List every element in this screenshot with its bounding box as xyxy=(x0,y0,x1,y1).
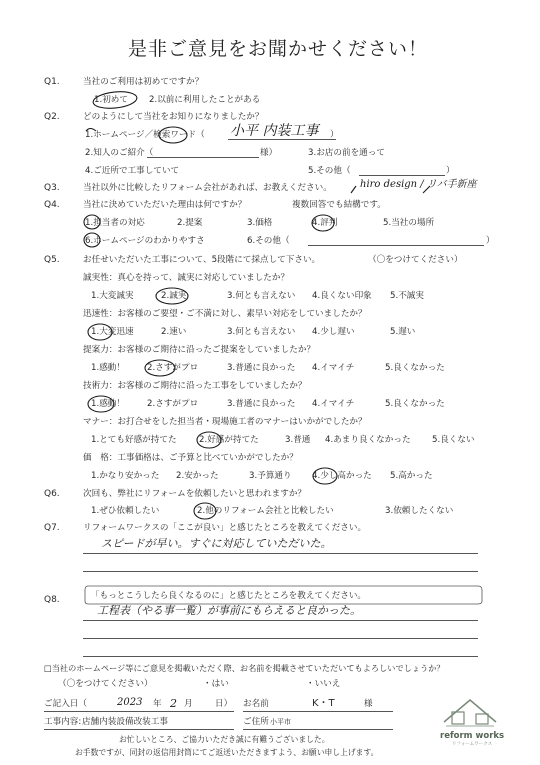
q5-item-heading: 価 格：工事価格は、ご予算と比べていかがでしたか？ xyxy=(83,453,298,463)
q4-question: 当社に決めていただいた理由は何ですか？ xyxy=(83,200,247,210)
q1-number: Q1. xyxy=(44,77,60,87)
customer-name: K・T xyxy=(312,698,335,709)
entry-day-unit: 日） xyxy=(215,699,233,709)
work-type: 店舗内装設備改装工事 xyxy=(82,717,168,727)
q7-question: リフォームワークスの「ここが良い」と感じたところを教えてください。 xyxy=(83,523,367,533)
consent-yes[interactable]: ・はい xyxy=(203,679,229,689)
q2-other-underline xyxy=(359,175,445,176)
q4-option-6[interactable]: 6.ホームページのわかりやすさ xyxy=(85,236,205,246)
q5-item-2-option-1[interactable]: 1.大変迅速 xyxy=(91,327,134,337)
q5-item-3-option-2[interactable]: 2.さすがプロ xyxy=(147,363,199,373)
consent-note: （〇をつけてください） xyxy=(58,679,153,689)
q5-item-heading: マナー：お打合せをした担当者・現場施工者のマナーはいかがでしたか？ xyxy=(83,417,367,427)
q7-handwritten-answer: スピードが早い。すぐに対応していただいた。 xyxy=(101,537,332,550)
logo-name: reform works xyxy=(440,731,505,741)
q5-item-6-option-1[interactable]: 1.かなり安かった xyxy=(91,471,160,481)
q5-item-heading: 提案力：お客様のご期待に沿ったご提案をしていましたか？ xyxy=(83,345,316,355)
q5-item-2-option-4[interactable]: 4.少し遅い xyxy=(312,327,355,337)
q5-note: （〇をつけてください） xyxy=(368,255,463,265)
q5-item-heading: 誠実性：真心を持って、誠実に対応していましたか？ xyxy=(83,273,290,283)
q5-item-1-option-1[interactable]: 1.大変誠実 xyxy=(91,291,134,301)
q4-option-5[interactable]: 5.当社の場所 xyxy=(383,218,435,228)
q4-option-3[interactable]: 3.価格 xyxy=(247,218,273,228)
q5-item-6-option-2[interactable]: 2.安かった xyxy=(176,471,219,481)
q2-option-1[interactable]: 1.ホームページ／検索ワード（ xyxy=(85,130,205,140)
q5-item-6-option-4[interactable]: 4.少し高かった xyxy=(312,471,372,481)
q4-option-2[interactable]: 2.提案 xyxy=(177,218,203,228)
entry-year-unit: 年 xyxy=(153,699,162,709)
logo-subtitle: リフォームワークス xyxy=(452,742,493,747)
q5-item-3-option-4[interactable]: 4.イマイチ xyxy=(312,363,355,373)
q3-handwritten-answer: hiro design / リバ手新座 xyxy=(360,179,477,190)
q5-item-5-option-1[interactable]: 1.とても好感が持てた xyxy=(91,435,177,445)
q8-number: Q8. xyxy=(44,595,60,605)
q8-handwritten-answer: 工程表（やる事一覧）が事前にもらえると良かった。 xyxy=(97,604,361,617)
q1-question: 当社のご利用は初めてですか？ xyxy=(83,77,204,87)
q5-item-1-option-4[interactable]: 4.良くない印象 xyxy=(312,291,372,301)
q5-item-4-option-4[interactable]: 4.イマイチ xyxy=(312,399,355,409)
q5-item-1-option-5[interactable]: 5.不誠実 xyxy=(390,291,424,301)
page-title: 是非ご意見をお聞かせください！ xyxy=(128,38,429,60)
q8-answer-line xyxy=(83,638,478,639)
q2-option-2-sama: 様） xyxy=(260,148,278,158)
q2-referral-underline xyxy=(147,157,259,158)
entry-year: 2023 xyxy=(117,697,143,708)
customer-name-label: お名前 xyxy=(243,699,269,709)
q7-answer-line xyxy=(83,553,478,554)
q2-number: Q2. xyxy=(44,112,60,122)
q5-item-4-option-1[interactable]: 1.感動！ xyxy=(91,399,125,409)
q4-option-1[interactable]: 1.担当者の対応 xyxy=(85,218,145,228)
return-instructions: お手数ですが、同封の返信用封筒にてご返送いただきますよう、お願い申し上げます。 xyxy=(75,748,379,757)
q5-item-5-option-2[interactable]: 2.好感が持てた xyxy=(199,435,259,445)
q5-item-2-option-3[interactable]: 3.何とも言えない xyxy=(227,327,296,337)
q2-handwritten-keyword: 小平 内装工事 xyxy=(230,123,319,139)
work-type-underline xyxy=(44,729,234,730)
q7-number: Q7. xyxy=(44,523,60,533)
q5-item-4-option-2[interactable]: 2.さすがプロ xyxy=(147,399,199,409)
q5-item-3-option-5[interactable]: 5.良くなかった xyxy=(385,363,445,373)
work-type-label: 工事内容: xyxy=(44,717,82,727)
q7-answer-line xyxy=(83,571,478,572)
thanks-message: お忙しいところ、ご協力いただき誠に有難うございました。 xyxy=(119,735,330,744)
q4-option-7[interactable]: 6.その他（ xyxy=(247,236,290,246)
q6-option-3[interactable]: 3.依頼したくない xyxy=(385,506,454,516)
q6-number: Q6. xyxy=(44,489,60,499)
q5-item-6-option-5[interactable]: 5.高かった xyxy=(390,471,433,481)
consent-question: □当社のホームページ等にご意見を掲載いただく際、お名前を掲載させていただいてもよろしいでしょうか？ xyxy=(44,663,445,673)
entry-month: 2 xyxy=(170,697,177,710)
q6-question: 次回も、弊社にリフォームを依頼したいと思われますか？ xyxy=(83,489,307,499)
q2-option-4[interactable]: 4.ご近所で工事していて xyxy=(85,166,180,176)
q4-other-underline xyxy=(308,245,484,246)
q2-question: どのようにして当社をお知りになりましたか？ xyxy=(83,112,264,122)
q5-item-5-option-4[interactable]: 4.あまり良くなかった xyxy=(325,435,411,445)
q5-question: お任せいただいた工事について、5段階にて採点して下さい。 xyxy=(83,255,321,265)
q5-item-4-option-5[interactable]: 5.良くなかった xyxy=(385,399,445,409)
q8-question: 「もっとこうしたら良くなるのに」と感じたところを教えてください。 xyxy=(91,591,367,601)
q4-note: 複数回答でも結構です。 xyxy=(292,200,386,210)
customer-address: 小平市 xyxy=(270,718,291,726)
q5-item-1-option-3[interactable]: 3.何とも言えない xyxy=(227,291,296,301)
q1-option-2[interactable]: 2.以前に利用したことがある xyxy=(149,95,261,105)
address-underline xyxy=(243,729,393,730)
q5-item-4-option-3[interactable]: 3.普通に良かった xyxy=(227,399,296,409)
entry-date-underline xyxy=(44,711,234,712)
q3-number: Q3. xyxy=(44,183,60,193)
q2-keyword-underline xyxy=(228,139,336,140)
q5-item-5-option-5[interactable]: 5.良くない xyxy=(432,435,475,445)
q6-option-1[interactable]: 1.ぜひ依頼したい xyxy=(91,506,160,516)
q6-option-2[interactable]: 2.他のリフォーム会社と比較したい xyxy=(197,506,334,516)
q1-option-1[interactable]: 1.初めて xyxy=(94,95,128,105)
q8-answer-line xyxy=(83,620,478,621)
q2-option-1-close: ） xyxy=(330,130,339,140)
q2-option-2[interactable]: 2.知人のご紹介（ xyxy=(85,148,154,158)
q5-item-heading: 迅速性：お客様のご要望・ご不満に対し、素早い対応をしていましたか？ xyxy=(83,309,367,319)
q2-option-5[interactable]: 5.その他（ xyxy=(308,166,351,176)
q4-option-7-close: ） xyxy=(486,236,495,246)
q5-item-3-option-3[interactable]: 3.普通に良かった xyxy=(227,363,296,373)
q5-number: Q5. xyxy=(44,255,60,265)
customer-sama: 様 xyxy=(364,699,373,709)
q5-item-3-option-1[interactable]: 1.感動！ xyxy=(91,363,125,373)
name-underline xyxy=(243,711,393,712)
q3-question: 当社以外に比較したリフォーム会社があれば、お教えください。 xyxy=(83,183,332,193)
q5-item-5-option-3[interactable]: 3.普通 xyxy=(285,435,311,445)
customer-address-label: ご住所 xyxy=(243,717,269,727)
entry-date-label: ご記入日（ xyxy=(44,699,87,709)
consent-no[interactable]: ・いいえ xyxy=(306,679,341,689)
q5-item-2-option-2[interactable]: 2.速い xyxy=(161,327,187,337)
q4-option-4[interactable]: 4.評判 xyxy=(312,218,338,228)
q2-option-3[interactable]: 3.お店の前を通って xyxy=(308,148,385,158)
q5-item-2-option-5[interactable]: 5.遅い xyxy=(390,327,416,337)
q8-answer-line xyxy=(83,656,478,657)
q4-number: Q4. xyxy=(44,200,60,210)
q2-option-5-close: ） xyxy=(446,166,455,176)
q5-item-heading: 技術力：お客様のご期待に沿った工事をしていましたか？ xyxy=(83,381,307,391)
q5-item-1-option-2[interactable]: 2.誠実 xyxy=(161,291,187,301)
entry-month-unit: 月 xyxy=(184,699,193,709)
q5-item-6-option-3[interactable]: 3.予算通り xyxy=(249,471,292,481)
